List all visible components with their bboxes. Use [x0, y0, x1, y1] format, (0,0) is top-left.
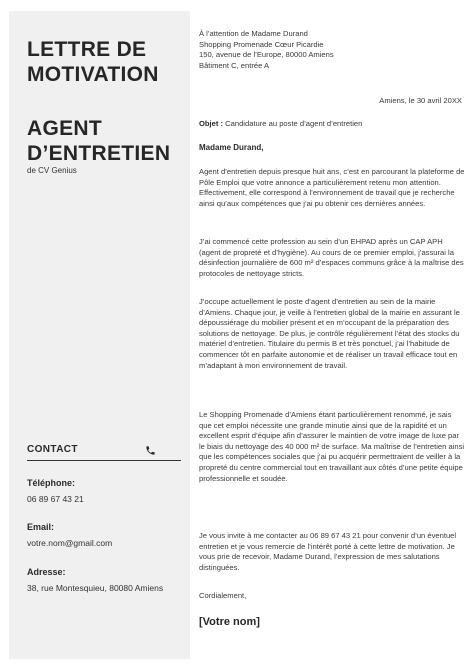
sign-off: Cordialement, — [199, 591, 247, 600]
letter-title-line2: MOTIVATION — [27, 63, 159, 86]
object-text: Candidature au poste d’agent d’entretien — [223, 119, 363, 128]
paragraph-intro: Agent d’entretien depuis presque huit ans, c’est en parcourant la plateforme de Pôle Emploi que votre annonce a particulièrement retenu mon attention. Effectivement, elle correspond à l’environnement de travail que je recherche ainsi qu’aux compétences que j’ai pu obtenir ces dernières années. — [199, 167, 465, 208]
email-value: votre.nom@gmail.com — [27, 538, 113, 548]
recipient-line: 150, avenue de l’Europe, 80000 Amiens — [199, 50, 334, 60]
salutation: Madame Durand, — [199, 143, 264, 152]
paragraph-closing: Je vous invite à me contacter au 06 89 67 43 21 pour convenir d’un éventuel entretien et je vous remercie de l’intérêt porté à cette lettre de motivation. Je vous prie de recevoir, Madame Durand, l’expression de mes salutations distinguées. — [199, 531, 457, 572]
email-label: Email: — [27, 522, 55, 532]
phone-icon — [145, 445, 156, 456]
phone-value: 06 89 67 43 21 — [27, 494, 84, 504]
job-title-line1: AGENT — [27, 117, 102, 140]
recipient-line: À l’attention de Madame Durand — [199, 29, 308, 38]
address-value: 38, rue Montesquieu, 80080 Amiens — [27, 583, 164, 593]
letter-date: Amiens, le 30 avril 20XX — [379, 96, 462, 105]
letter-object — [199, 119, 362, 128]
phone-label: Téléphone: — [27, 478, 76, 488]
signature: [Votre nom] — [199, 616, 260, 628]
paragraph-current-role: J’occupe actuellement le poste d’agent d’entretien au sein de la mairie d’Amiens. Chaque jour, je veille à l’entretien global de la mairie en assurant le dépoussiérage du mobilier présent et en m’occupant de la préparation des solutions de nettoyage. De plus, je contrôle régulièrement l’état des stocks du matériel d’entretien. Titulaire du permis B et très ponctuel, j’ai l’habitude de commencer tôt en parfaite autonomie et de réaliser un travail efficace tout en m’adaptant à mon environnement de travail. — [199, 297, 460, 370]
contact-header — [27, 444, 181, 461]
recipient-line: Bâtiment C, entrée A — [199, 60, 270, 70]
paragraph-experience: J’ai commencé cette profession au sein d’un EHPAD après un CAP APH (agent de propreté et d’hygiène). Au cours de ce premier emploi, j’assurai la désinfection journalière de 600 m² d’espaces communs grâce à la maîtrise des protocoles de nettoyage stricts. — [199, 237, 464, 278]
recipient-address — [199, 29, 465, 71]
letter-title-line1: LETTRE DE — [27, 38, 147, 61]
template-credit: de CV Genius — [27, 166, 77, 175]
address-label: Adresse: — [27, 567, 66, 577]
job-title-line2: D’ENTRETIEN — [27, 142, 171, 165]
paragraph-motivation: Le Shopping Promenade d’Amiens étant particulièrement renommé, je sais que cet emploi nécessite une grande minutie ainsi que de la rapidité et un excellent esprit d’équipe afin d’assurer le maintien de votre image de luxe par le biais du nettoyage des 40 000 m² de surface. Ma maîtrise de l’entretien ainsi que les compétences sociales que j’ai pu acquérir permettraient de veiller à la propreté du centre commercial tout en travaillant aux côtés d’une petite équipe professionnelle et soudée. — [199, 410, 465, 483]
contact-heading: CONTACT — [27, 444, 78, 455]
sidebar-panel — [9, 11, 190, 659]
recipient-line: Shopping Promenade Cœur Picardie — [199, 39, 324, 49]
object-label: Objet : — [199, 119, 224, 128]
